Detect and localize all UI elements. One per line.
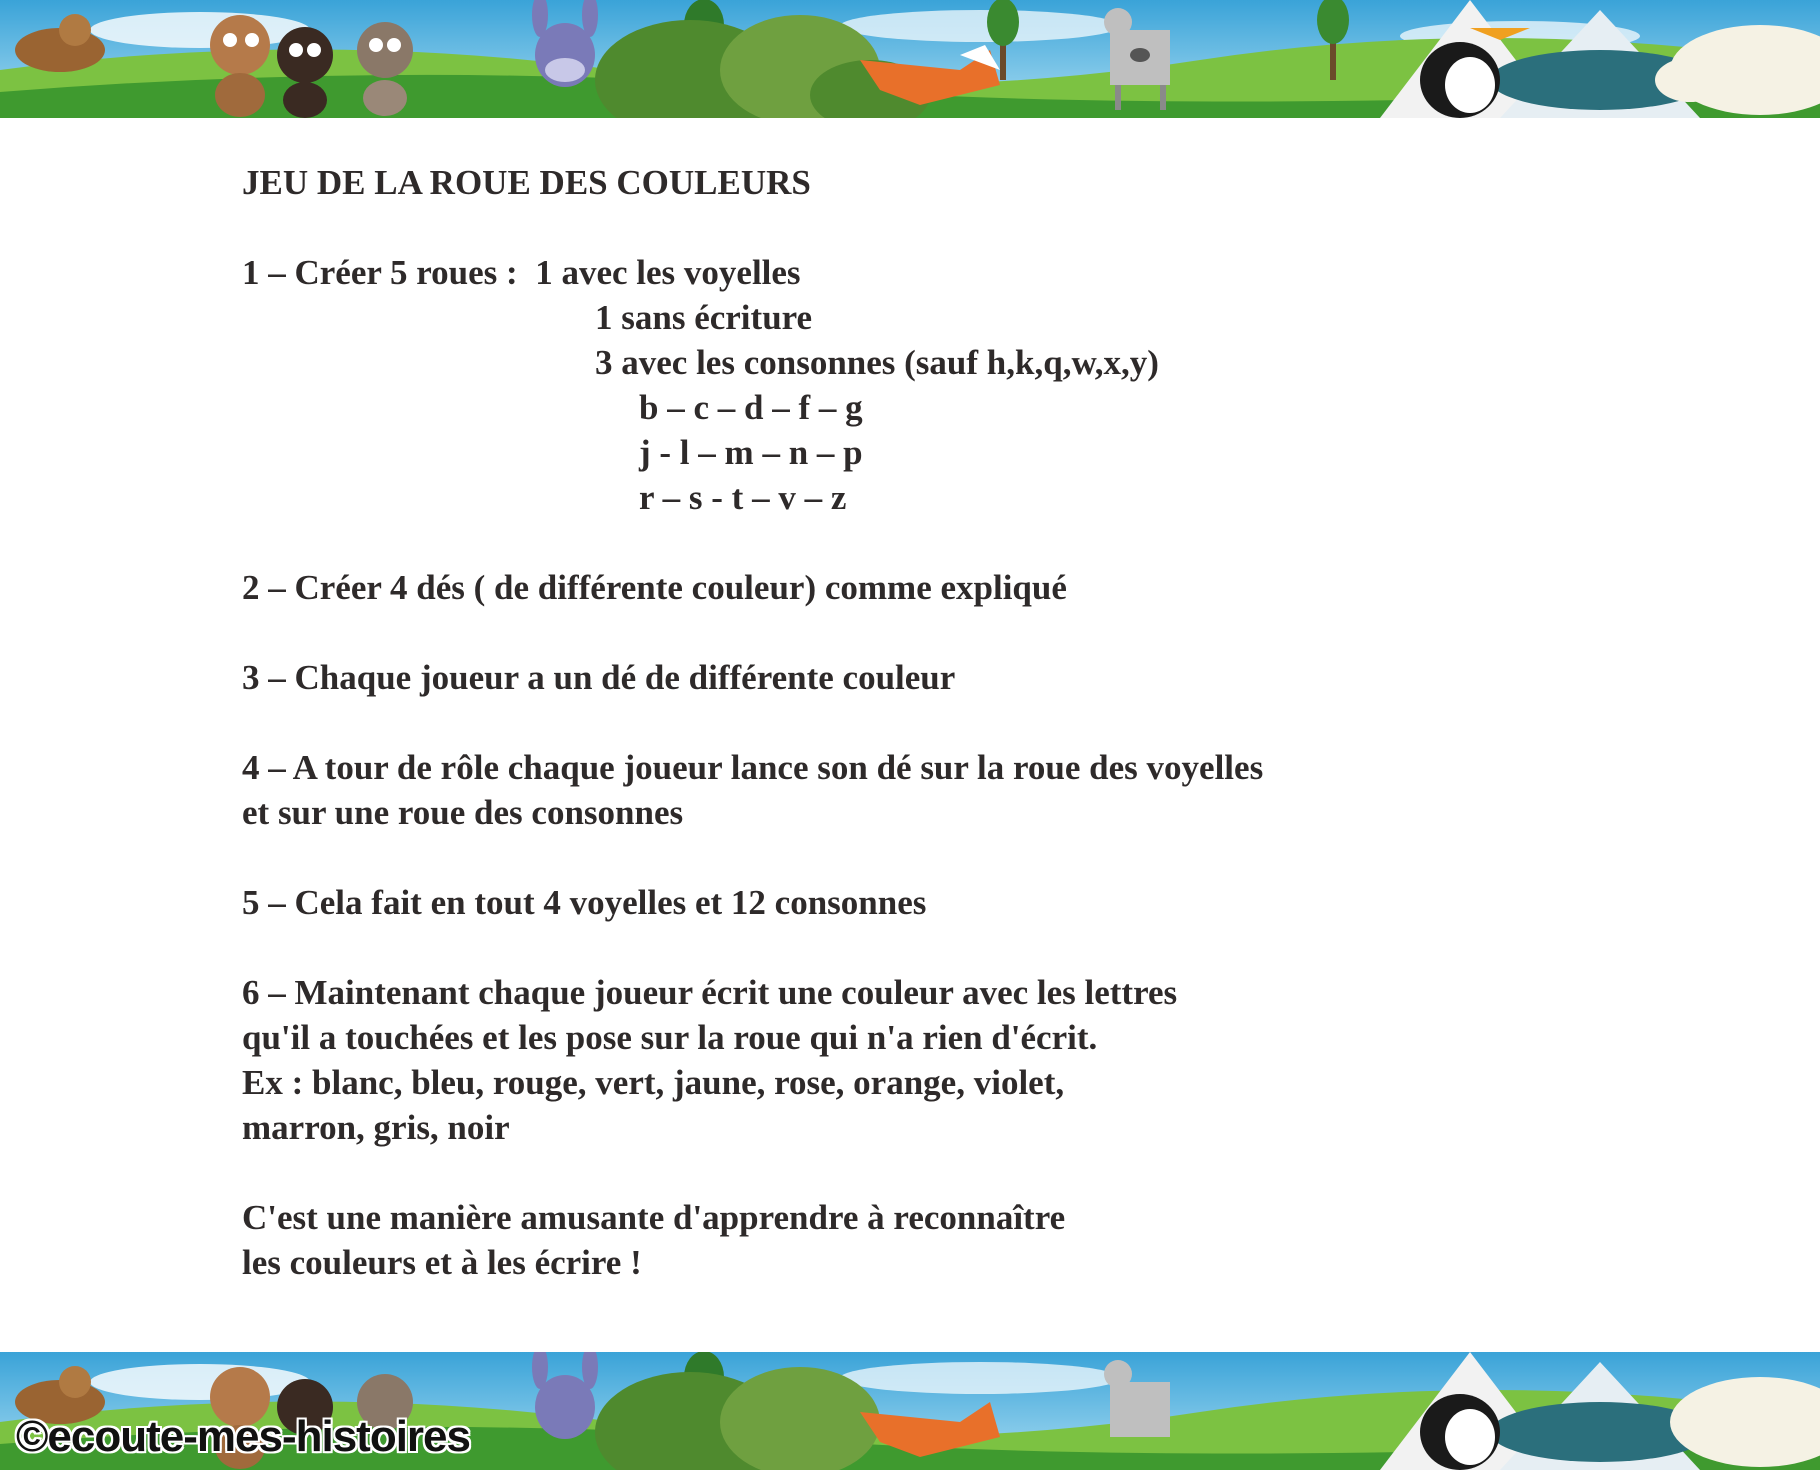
- bear-cub-icon: [210, 15, 270, 117]
- top-banner: [0, 0, 1820, 118]
- consonant-group: r – s - t – v – z: [639, 478, 847, 517]
- conclusion-line: les couleurs et à les écrire !: [242, 1243, 642, 1282]
- step-5: 5 – Cela fait en tout 4 voyelles et 12 consonnes: [242, 883, 927, 922]
- consonant-group: j - l – m – n – p: [639, 433, 863, 472]
- step-1-item: 3 avec les consonnes (sauf h,k,q,w,x,y): [595, 343, 1159, 382]
- step-3: 3 – Chaque joueur a un dé de différente couleur: [242, 658, 956, 697]
- banner-illustration: [0, 0, 1820, 118]
- step-2: 2 – Créer 4 dés ( de différente couleur) comme expliqué: [242, 568, 1067, 607]
- step-1-item: 1 sans écriture: [595, 298, 813, 337]
- bear-cub-icon: [277, 27, 333, 118]
- conclusion-line: C'est une manière amusante d'apprendre à reconnaître: [242, 1198, 1066, 1237]
- consonant-group: b – c – d – f – g: [639, 388, 863, 427]
- document-title: JEU DE LA ROUE DES COULEURS: [242, 163, 811, 202]
- bear-cub-icon: [357, 22, 413, 116]
- step-1-label: 1 – Créer 5 roues :: [242, 253, 518, 292]
- step-6-line: 6 – Maintenant chaque joueur écrit une couleur avec les lettres: [242, 973, 1178, 1012]
- bush-icon: [595, 1367, 880, 1470]
- step-6-line: Ex : blanc, bleu, rouge, vert, jaune, rose, orange, violet,: [242, 1063, 1065, 1102]
- step-4-line: 4 – A tour de rôle chaque joueur lance son dé sur la roue des voyelles: [242, 748, 1264, 787]
- step-4-line: et sur une roue des consonnes: [242, 793, 684, 832]
- step-1-item: 1 avec les voyelles: [535, 253, 801, 292]
- step-1-line: [242, 250, 1642, 295]
- document-body: [242, 160, 1642, 1285]
- penguin-icon: [1420, 1394, 1500, 1470]
- copyright-watermark: ©ecoute-mes-histoires: [16, 1412, 470, 1461]
- step-6-line: qu'il a touchées et les pose sur la roue qui n'a rien d'écrit.: [242, 1018, 1098, 1057]
- step-6-line: marron, gris, noir: [242, 1108, 510, 1147]
